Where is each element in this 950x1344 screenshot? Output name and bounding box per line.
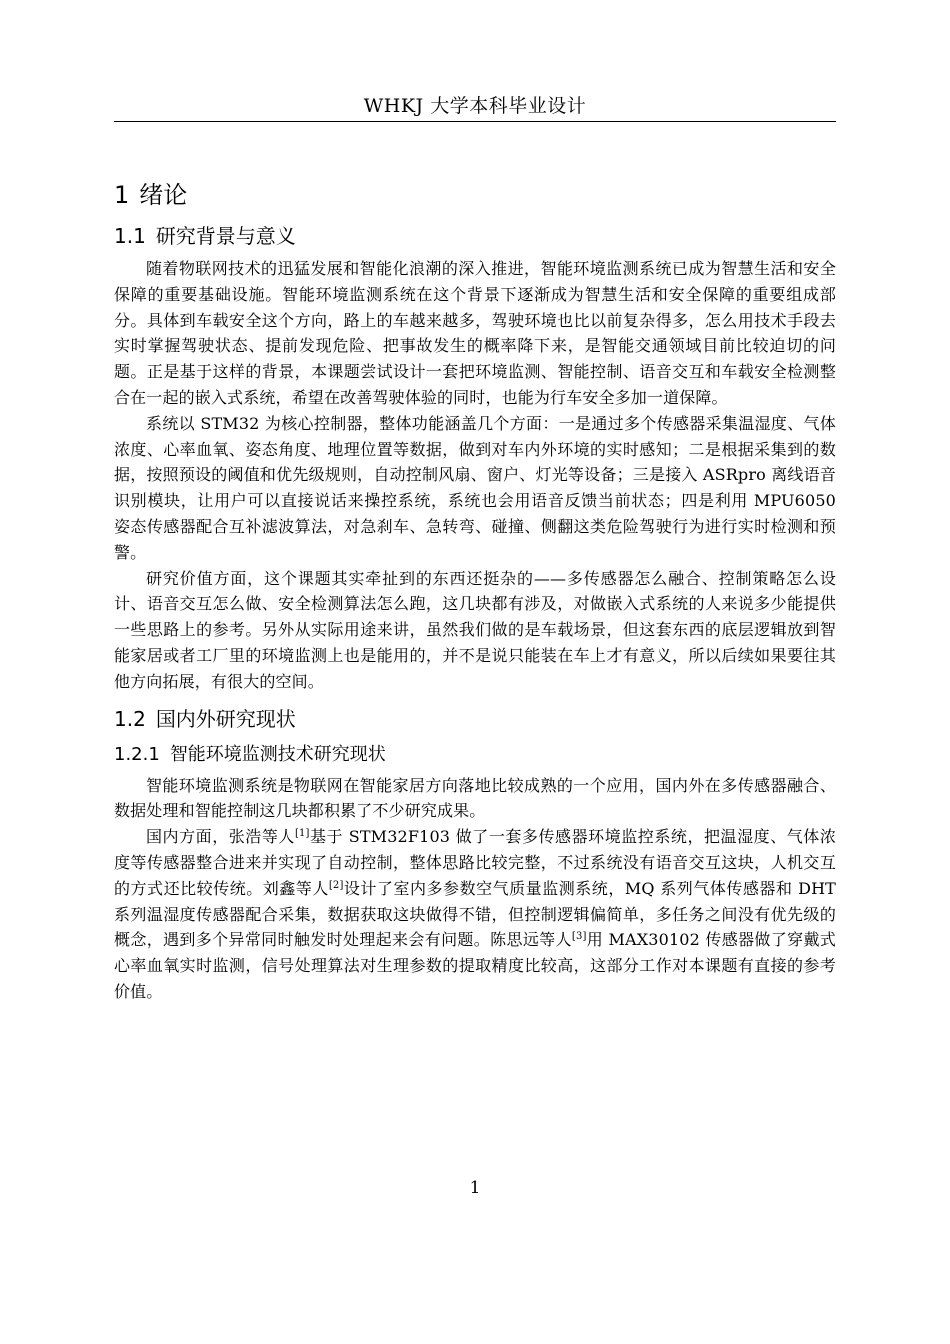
citation-ref: [2] <box>328 879 344 891</box>
text-run: 基于 STM32F103 做了一套多传感器环境监控系统，把温湿度、气体浓度等传感器整合进来并实现了自动控制，整体思路比较完整，不过系统没有语音交互这块，人机交互的方式还比较传统。刘鑫等人 <box>114 827 836 898</box>
page-header <box>114 92 836 122</box>
section-number: 1.1 <box>114 224 146 248</box>
header-title: WHKJ 大学本科毕业设计 <box>363 95 587 117</box>
section-heading-1-1 <box>114 220 836 252</box>
subsection-number: 1.2.1 <box>114 743 160 765</box>
section-title: 国内外研究现状 <box>155 706 296 731</box>
page-number: 1 <box>469 1178 481 1198</box>
section-heading-1-2 <box>114 703 836 735</box>
paragraph: 智能环境监测系统是物联网在智能家居方向落地比较成熟的一个应用，国内外在多传感器融合、数据处理和智能控制这几块都积累了不少研究成果。 <box>114 775 836 821</box>
section-number: 1.2 <box>114 706 146 731</box>
paragraph: 研究价值方面，这个课题其实牵扯到的东西还挺杂的——多传感器怎么融合、控制策略怎么设计、语音交互怎么做、安全检测算法怎么跑，这几块都有涉及，对做嵌入式系统的人来说多少能提供一些思路上的参考。另外从实际用途来讲，虽然我们做的是车载场景，但这套东西的底层逻辑放到智能家居或者工厂里的环境监测上也是能用的，并不是说只能装在车上才有意义，所以后续如果要往其他方向拓展，有很大的空间。 <box>114 568 836 691</box>
paragraph: 随着物联网技术的迅猛发展和智能化浪潮的深入推进，智能环境监测系统已成为智慧生活和安全保障的重要基础设施。智能环境监测系统在这个背景下逐渐成为智慧生活和安全保障的重要组成部分。具体到车载安全这个方向，路上的车越来越多，驾驶环境也比以前复杂得多，怎么用技术手段去实时掌握驾驶状态、提前发现危险、把事故发生的概率降下来，是智能交通领域目前比较迫切的问题。正是基于这样的背景，本课题尝试设计一套把环境监测、智能控制、语音交互和车载安全检测整合在一起的嵌入式系统，希望在改善驾驶体验的同时，也能为行车安全多加一道保障。 <box>114 259 836 407</box>
citation-ref: [3] <box>571 931 587 943</box>
chapter-title: 绪论 <box>139 181 188 209</box>
page-body <box>114 178 836 1005</box>
chapter-number: 1 <box>114 181 130 209</box>
text-run: 国内方面，张浩等人 <box>146 827 295 847</box>
section-title: 研究背景与意义 <box>155 224 296 248</box>
paragraph-with-citations <box>114 824 836 1005</box>
citation-ref: [1] <box>294 828 310 840</box>
text-run: 设计了室内多参数空气质量监测系统，MQ 系列气体传感器和 DHT 系列温湿度传感器配合采集，数据获取这块做得不错，但控制逻辑偏简单，多任务之间没有优先级的概念，遇到多个异常同时触发时处理起来会有问题。陈思远等人 <box>114 878 837 950</box>
subsection-title: 智能环境监测技术研究现状 <box>169 743 386 765</box>
text-run: 用 MAX30102 传感器做了穿戴式心率血氧实时监测，信号处理算法对生理参数的提取精度比较高，这部分工作对本课题有直接的参考价值。 <box>114 930 836 1001</box>
chapter-heading <box>114 178 836 212</box>
paragraph: 系统以 STM32 为核心控制器，整体功能涵盖几个方面：一是通过多个传感器采集温湿度、气体浓度、心率血氧、姿态角度、地理位置等数据，做到对车内外环境的实时感知；二是根据采集到的数据，按照预设的阈值和优先级规则，自动控制风扇、窗户、灯光等设备；三是接入 ASRpro 离线语音识别模块，让用户可以直接说话来操控系统，系统也会用语音反馈当前状态；四是利用 MPU6050 姿态传感器配合互补滤波算法，对急刹车、急转弯、碰撞、侧翻这类危险驾驶行为进行实时检测和预警。 <box>114 413 836 562</box>
subsection-heading-1-2-1 <box>114 739 836 771</box>
